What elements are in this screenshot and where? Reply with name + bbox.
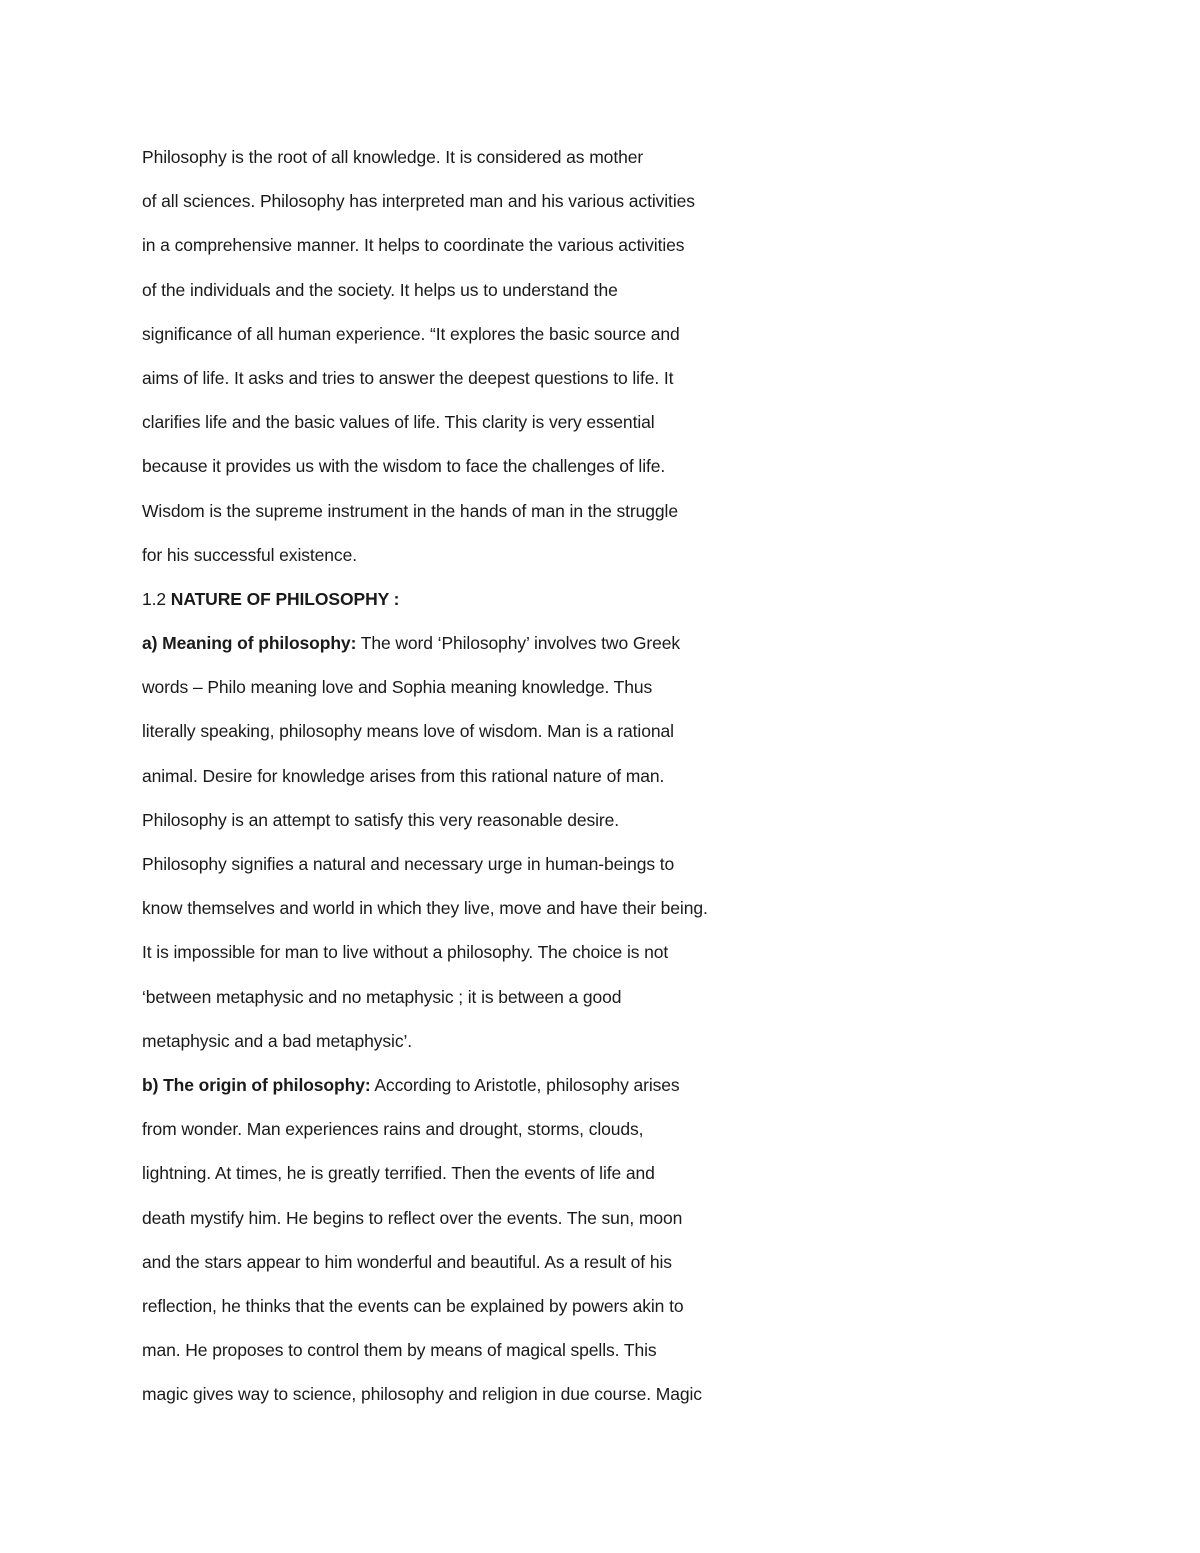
- text-line: lightning. At times, he is greatly terrified. Then the events of life and: [142, 1163, 655, 1184]
- text-line: [142, 625, 862, 669]
- text-line: of all sciences. Philosophy has interpreted man and his various activities: [142, 191, 695, 212]
- section-number: 1.2: [142, 588, 171, 609]
- text-line: magic gives way to science, philosophy and religion in due course. Magic: [142, 1384, 702, 1405]
- text-line: significance of all human experience. “It explores the basic source and: [142, 323, 680, 344]
- subheading-origin: b) The origin of philosophy:: [142, 1074, 371, 1095]
- text-line: Philosophy signifies a natural and necessary urge in human-beings to: [142, 854, 675, 874]
- text-line: Philosophy is the root of all knowledge. It is considered as mother: [142, 147, 644, 167]
- text-line: and the stars appear to him wonderful and beautiful. As a result of his: [142, 1251, 672, 1272]
- meaning-paragraph: [142, 625, 862, 1067]
- text-line: death mystify him. He begins to reflect over the events. The sun, moon: [142, 1207, 683, 1228]
- text-line: man. He proposes to control them by means of magical spells. This: [142, 1340, 657, 1361]
- text-line: for his successful existence.: [142, 544, 357, 565]
- text-line: literally speaking, philosophy means love of wisdom. Man is a rational: [142, 721, 674, 742]
- document-body: [142, 139, 862, 1420]
- text-line: It is impossible for man to live without a philosophy. The choice is not: [142, 942, 669, 963]
- text-line: Wisdom is the supreme instrument in the hands of man in the struggle: [142, 500, 678, 521]
- text-line: in a comprehensive manner. It helps to coordinate the various activities: [142, 235, 685, 256]
- text-line: ‘between metaphysic and no metaphysic ; it is between a good: [142, 986, 622, 1007]
- text-line: clarifies life and the basic values of life. This clarity is very essential: [142, 412, 655, 433]
- text-line: reflection, he thinks that the events can be explained by powers akin to: [142, 1295, 684, 1316]
- section-title: NATURE OF PHILOSOPHY :: [170, 588, 400, 609]
- subheading-meaning: a) Meaning of philosophy:: [142, 633, 357, 654]
- text-line: [142, 1067, 862, 1111]
- text-line: aims of life. It asks and tries to answer the deepest questions to life. It: [142, 367, 674, 388]
- text-line: Philosophy is an attempt to satisfy this very reasonable desire.: [142, 809, 620, 830]
- origin-paragraph: [142, 1067, 862, 1421]
- text-line: words – Philo meaning love and Sophia meaning knowledge. Thus: [142, 677, 653, 698]
- text-line: from wonder. Man experiences rains and drought, storms, clouds,: [142, 1119, 644, 1140]
- text-line: animal. Desire for knowledge arises from this rational nature of man.: [142, 765, 665, 786]
- text-run: According to Aristotle, philosophy arises: [370, 1074, 680, 1095]
- intro-paragraph: [142, 139, 862, 581]
- text-line: of the individuals and the society. It helps us to understand the: [142, 279, 618, 300]
- text-line: know themselves and world in which they live, move and have their being.: [142, 898, 708, 919]
- text-line: metaphysic and a bad metaphysic’.: [142, 1030, 413, 1051]
- text-run: The word ‘Philosophy’ involves two Greek: [356, 633, 680, 654]
- section-heading: [142, 581, 862, 625]
- text-line: because it provides us with the wisdom to face the challenges of life.: [142, 456, 666, 477]
